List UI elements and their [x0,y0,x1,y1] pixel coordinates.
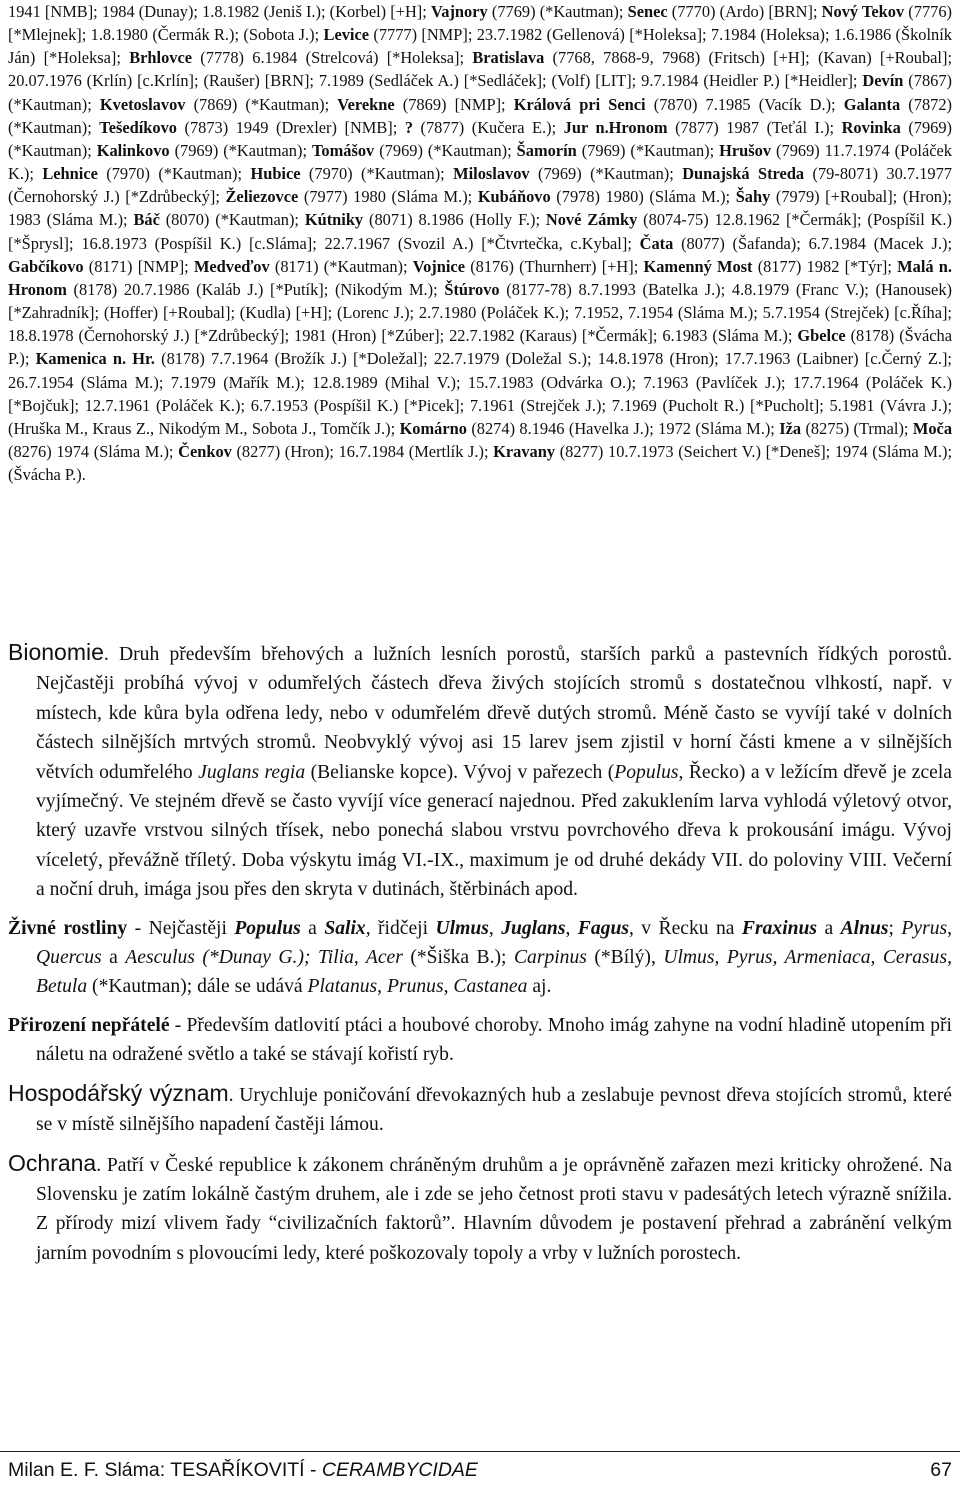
italic-term: Pyrus [901,917,948,939]
text-run: (8077) (Šafanda); 6.7.1984 (Macek J.); [673,233,952,253]
text-run: a [101,947,126,969]
text-run: (7867) (*Kautman); [8,71,952,114]
footer-citation [8,1456,478,1484]
text-run: (7869) (*Kautman); [185,94,338,114]
section-heading: Ochrana [8,1149,97,1176]
text-run: (8176) (Thurnherr) [+H]; [465,256,644,276]
paragraph-prirozeni-nepratele [8,1011,952,1070]
bold-term: Tomášov [312,140,375,160]
plant-name-bold [436,918,489,939]
text-run: (7769) (*Kautman); [487,2,628,21]
text-run: . Urychluje poničování dřevokazných hub a zeslabuje pevnost dřeva stojících stromů, které se v místě silnějšího napadení častěji lámou. [36,1084,952,1136]
text-run: (7978) 1980) (Sláma M.); [550,187,736,207]
bold-term: Kubáňovo [477,187,551,207]
bold-term: Nový Tekov [821,2,905,21]
text-run: (7776) [*Mlejnek]; 1.8.1980 (Čermák R.); (Sobota J.); [8,2,952,45]
text-run: - Nejčastěji [127,917,235,939]
bold-term: Kamenica n. Hr. [35,349,155,369]
text-run: , [443,976,454,998]
italic-term: Carpinus [513,947,587,969]
bold-term: Malá n. Hronom [8,256,952,299]
plant-name: Populus [234,917,301,939]
bold-term: Vojnice [412,256,465,276]
plant-name: Ulmus [435,917,489,939]
text-run: (8276) 1974 (Sláma M.); [8,441,179,461]
text-run: (8275) (Trmal); [801,418,913,438]
bold-term: Medveďov [193,256,270,276]
text-run: (8074-75) 12.8.1962 [*Čermák]; (Pospíšil K.) [*Šprysl]; 16.8.1973 (Pospíšil K.) [c.Sláma]; 22.7.1967 (Svozil A.) [*Čtvrtečka, c.Kybal]; [8,210,952,253]
bold-term: Kalinkovo [96,140,170,160]
bold-term: Komárno [399,418,467,438]
text-run: , [488,917,502,939]
plant-name: Salix [324,917,366,939]
page-footer [8,1456,952,1484]
text-run: (7770) (Ardo) [BRN]; [667,2,822,21]
footer-rule [0,1451,960,1452]
text-run: (8070) (*Kautman); [159,210,305,230]
bold-term: Štúrovo [444,279,500,299]
plant-name-bold [742,918,817,939]
text-run: (7969) (*Kautman); [169,140,312,160]
text-run: (7969) (*Kautman); [529,164,683,184]
italic-term: Ulmus, Pyrus, Armeniaca, Cerasus, Betula [36,947,952,998]
bold-term: Gabčíkovo [8,256,84,276]
paragraph-ochrana [8,1149,952,1269]
text-run: (*Bílý), [586,947,664,969]
text-run: (8071) 8.1986 (Holly F.); [363,210,546,230]
bold-term: Rovinka [841,117,901,137]
paragraph-hospodarsky-vyznam [8,1079,952,1140]
text-run: (8171) (*Kautman); [269,256,413,276]
plant-name-bold [578,918,629,939]
bold-term: Tešedíkovo [99,117,177,137]
bold-term: Miloslavov [453,164,530,184]
text-run: (8274) 8.1946 (Havelka J.); 1972 (Sláma M.); [466,418,780,438]
text-run: (7969) (*Kautman); [576,140,720,160]
bold-term: Nové Zámky [545,210,638,230]
plant-name: Fraxinus [741,917,818,939]
text-run: ; [888,917,902,939]
bold-term: Galanta [843,94,901,114]
italic-term: Prunus [386,976,444,998]
text-run: (8178) (Švácha P.); [8,326,952,369]
bold-term: Šahy [735,187,771,207]
locality-records-paragraph [8,0,952,486]
text-run: (7977) 1980 (Sláma M.); [298,187,478,207]
plant-name: Juglans [501,917,566,939]
italic-term: Quercus [36,947,102,969]
text-run: , [947,917,953,939]
bold-term: Přirození nepřátelé [8,1014,170,1036]
bold-term: Iža [779,418,802,438]
bold-term: Devín [862,71,904,91]
bold-term: Čenkov [178,441,232,461]
text-run: (8277) (Hron); 16.7.1984 (Mertlík J.); [231,441,494,461]
plant-name: Fagus [577,917,629,939]
bold-term: Levice [323,25,370,45]
text-run: (*Kautman); dále se udává [87,976,308,998]
text-run: a [300,917,325,939]
text-run: , Řecko) a v ležícím dřevě je zcela vyjímečný. Ve stejném dřevě se často vyvíjí více generací najednou. Před zakuklením larva vyhlodá výletový otvor, který uzavře vrstvou silných třísek, nebo ponechá slabou vrstvu povrchového dřeva k prokousání imágu. Vývoj víceletý, převážně tříletý. Doba výskytu imág VI.-IX., maximum je od druhé dekády VII. do poloviny VIII. Večerní a noční druh, imága jsou přes den skryta v dutinách, štěrbinách apod. [36,761,953,901]
bold-term: Gbelce [797,326,846,346]
bold-term: Brhlovce [129,48,193,68]
text-run: (7777) [NMP]; 23.7.1982 (Gellenová) [*Holeksa]; 7.1984 (Holeksa); 1.6.1986 (Školník Ján) [*Holeksa]; [8,25,952,68]
species-text-body [8,638,952,1268]
bold-term: Živné rostliny [8,917,128,939]
text-run: (8178) 7.7.1964 (Brožík J.) [*Doležal]; 22.7.1979 (Doležal S.); 14.8.1978 (Hron); 17.7.1963 (Laibner) [c.Černý Z.]; 26.7.1954 (Sláma M.); 7.1979 (Mařík M.); 12.8.1989 (Mihal V.); 15.7.1983 (Odvárka O.); 7.1963 (Pavlíček J.); 17.7.1964 (Poláček K.) [*Bojčuk]; 12.7.1961 (Poláček K.); 6.7.1953 (Pospíšil K.) [*Picek]; 7.1961 (Strejček J.); 7.1969 (Pucholt R.) [*Pucholt]; 5.1981 (Vávra J.); (Hruška M., Kraus Z., Nikodým M., Sobota J., Tomčík J.); [8,349,952,438]
text-run: (7778) 6.1984 (Strelcová) [*Holeksa]; [192,48,473,68]
bold-term: Hrušov [719,140,772,160]
bold-term: Hubice [250,164,301,184]
text-run: (7869) [NMP]; [394,94,514,114]
bold-term: Kravany [493,441,556,461]
text-run: (*Šiška B.); [402,947,514,969]
footer-title: TESAŘÍKOVITÍ - [170,1459,322,1481]
text-run: . Druh především břehových a lužních lesních porostů, starších parků a pastevních řídkých porostů. Nejčastěji probíhá vývoj v odumřelých částech dřeva živých stojících stromů s dostatečnou vlhkostí, např. v místech, kde kůra byla odřena ledy, nebo v odumřelém dřevě dutých stromů. Méně často se vyvíjí také v dolních částech silnějších mrtvých stromů. Neobvyklý vývoj asi 15 larev jsem zjistil v horní části kmene a v silnějších větvích odumřelého [36,644,952,783]
bold-term: Bratislava [472,48,545,68]
text-run: (7877) 1987 (Teťál I.); [667,117,842,137]
bold-term: Kútniky [304,210,364,230]
text-run: - Především datlovití ptáci a houbové choroby. Mnoho imág zahyne na vodní hladině utopením při náletu na odražené světlo a také se stávají kořistí ryb. [36,1014,952,1066]
section-heading: Bionomie [8,639,104,665]
text-run: (7768, 7868-9, 7968) (Fritsch) [+H]; (Kavan) [+Roubal]; 20.07.1976 (Krlín) [c.Krlín]; (Raušer) [BRN]; 7.1989 (Sedláček A.) [*Sedláček]; (Volf) [LIT]; 9.7.1984 (Heidler P.) [*Heidler]; [8,48,952,91]
plant-name-bold [501,918,565,939]
paragraph-bionomie [8,638,952,905]
paragraph-zivne-rostliny [8,914,952,1002]
text-run: (7969) (*Kautman); [374,140,517,160]
text-run: (8277) 10.7.1973 (Seichert V.) [*Deneš]; 1974 (Sláma M.); (Švácha P.). [8,441,953,485]
text-run: (7877) (Kučera E.); [413,117,564,137]
bold-term: Jur n.Hronom [563,117,668,137]
section-heading: Hospodářský význam [8,1079,229,1106]
text-run: (8177-78) 8.7.1993 (Batelka J.); 4.8.1979 (Franc V.); (Hanousek) [*Zahradník]; (Hoffer) [+Roubal]; (Kudla) [+H]; (Lorenc J.); 2.7.1980 (Poláček K.); 7.1952, 7.1954 (Sláma M.); 5.7.1954 (Strejček) [c.Říha]; 18.8.1978 (Černohorský J.) [*Zdrůbecký]; 1981 (Hron) [*Zúber]; 22.7.1982 (Karaus) [*Čermák]; 6.1983 (Sláma M.); [8,279,952,346]
italic-term: Platanus [307,976,378,998]
text-run: (7970) (*Kautman); [97,164,251,184]
text-run: (7873) 1949 (Drexler) [NMB]; [177,117,405,137]
plant-name: Alnus [840,917,889,939]
bold-term: Moča [912,418,953,438]
bold-term: Kamenný Most [643,256,753,276]
bold-term: Králová pri Senci [513,94,646,114]
text-run: (Belianske kopce). Vývoj v pařezech ( [305,761,615,783]
text-run: . Patří v České republice k zákonem chráněným druhům a je oprávněně zařazen mezi kriticky ohrožené. Na Slovensku je zatím lokálně častým druhem, ale i zde se jeho četnost proti stavu v padesátých letech výrazně snížila. Z přírody mizí vlivem řady “civilizačních faktorů”. Hlavním důvodem je postavení přehrad a zabránění velkým jarním povodním s plovoucími ledy, které poškozovaly topoly a vrby v lužních porostech. [36,1154,952,1264]
footer-title-italic: CERAMBYCIDAE [321,1459,478,1481]
text-run: , v Řecku na [628,917,742,939]
bold-term: ? [404,117,414,137]
text-run: a [817,917,841,939]
text-run: (79-8071) 30.7.1977 (Černohorský J.) [*Zdrůbecký]; [8,164,952,207]
text-run: , [565,917,578,939]
bold-term: Vajnory [430,2,488,21]
bold-term: Verekne [337,94,395,114]
text-run: (7870) 7.1985 (Vacík D.); [645,94,844,114]
bold-term: Báč [133,210,160,230]
text-run: (8171) [NMP]; [83,256,194,276]
bold-term: Lehnice [42,164,98,184]
footer-author: Milan E. F. Sláma: [8,1459,171,1481]
bold-term: Dunajská Streda [682,164,805,184]
text-run: aj. [527,976,552,998]
text-run: (7969) 11.7.1974 (Poláček K.); [8,140,952,184]
bold-term: Šamorín [516,140,577,160]
page-number: 67 [930,1459,952,1481]
text-run: , [377,976,387,998]
italic-term: Juglans regia [198,761,306,783]
text-run: 1941 [NMB]; 1984 (Dunay); 1.8.1982 (Jeniš I.); (Korbel) [+H]; [8,2,431,21]
italic-term: Castanea [453,976,528,998]
plant-name-bold [234,918,300,939]
plant-name-bold [324,918,365,939]
text-run: (8178) 20.7.1986 (Kaláb J.) [*Putík]; (Nikodým M.); [66,279,445,299]
text-run: , řidčeji [365,917,436,939]
text-run: (7969) (*Kautman); [8,117,953,160]
text-run: (7872) (*Kautman); [8,94,953,137]
text-run: (7970) (*Kautman); [300,164,454,184]
bold-term: Senec [627,2,668,21]
text-run: (7979) [+Roubal]; (Hron); 1983 (Sláma M.); [8,187,952,230]
plant-name-bold [841,918,889,939]
italic-term: Populus [614,761,679,783]
bold-term: Čata [639,233,674,253]
locality-records [8,0,952,486]
text-run: (8177) 1982 [*Týr]; [752,256,898,276]
bold-term: Želiezovce [225,187,299,207]
bold-term: Kvetoslavov [99,94,186,114]
italic-term: Aesculus (*Dunay G.); Tilia, Acer [125,947,403,969]
